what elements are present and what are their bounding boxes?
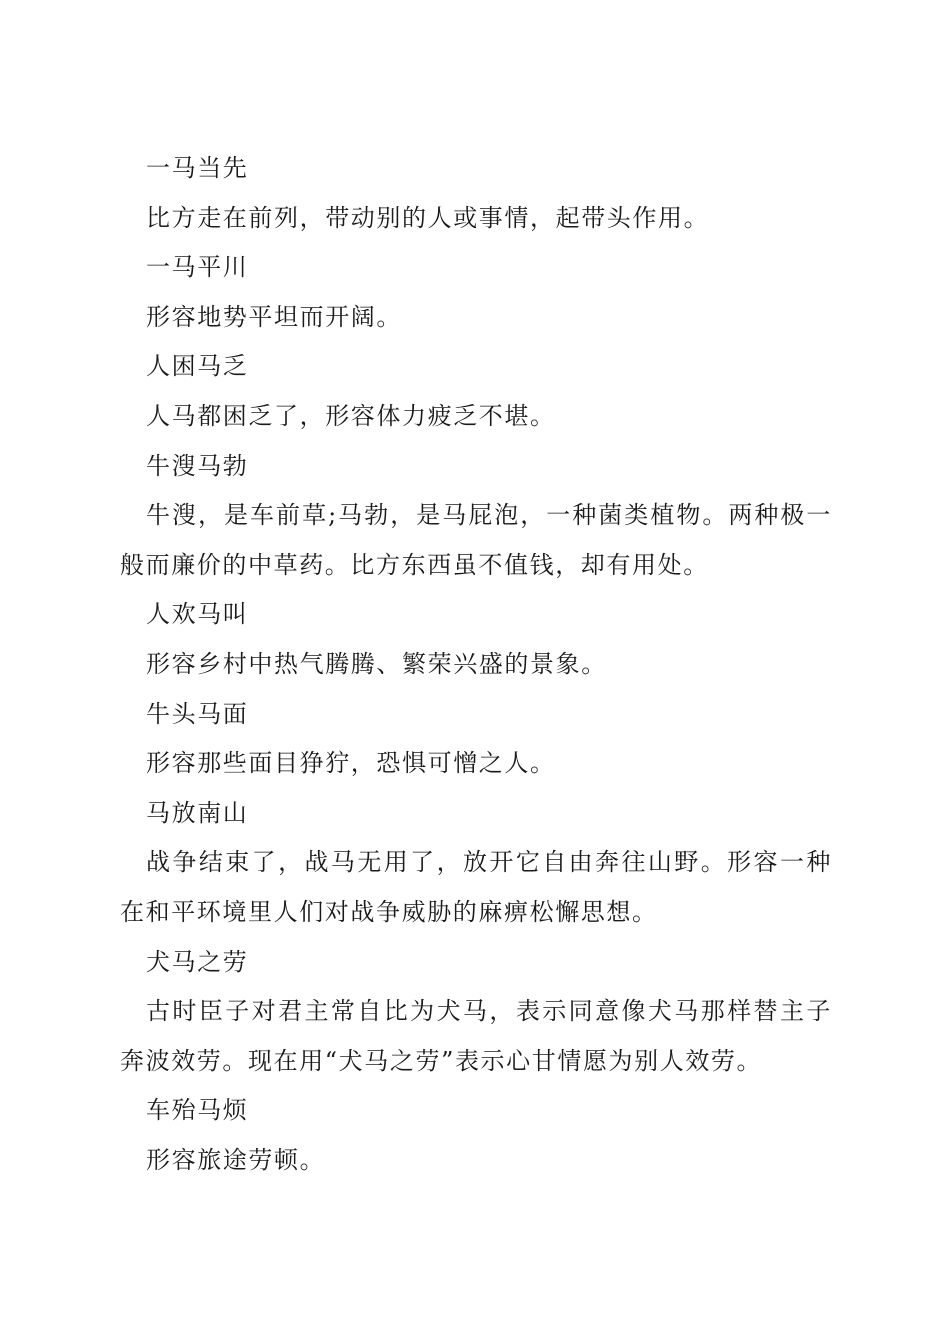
- entry-definition: 形容乡村中热气腾腾、繁荣兴盛的景象。: [146, 649, 607, 678]
- entry-term: 人欢马叫: [146, 600, 249, 629]
- entry-definition: 战争结束了，战马无用了，放开它自由奔往山野。形容一种在和平环境里人们对战争威胁的麻痹松懈思想。: [120, 848, 832, 926]
- entry-definition: 形容旅途劳顿。: [146, 1145, 326, 1174]
- entry-term: 一马当先: [146, 154, 249, 182]
- entry-term: 马放南山: [146, 798, 249, 827]
- entry-definition: 牛溲，是车前草;马勃，是马屁泡，一种菌类植物。两种极一般而廉价的中草药。比方东西虽不值钱，却有用处。: [120, 501, 832, 579]
- entry-term: 一马平川: [146, 253, 249, 282]
- entry-definition: 古时臣子对君主常自比为犬马，表示同意像犬马那样替主子奔波效劳。现在用“犬马之劳”表示心甘情愿为别人效劳。: [120, 997, 832, 1075]
- entry-definition: 形容那些面目狰狞，恐惧可憎之人。: [146, 749, 556, 778]
- entry-term: 牛溲马勃: [146, 451, 249, 480]
- entry-term: 车殆马烦: [146, 1096, 249, 1125]
- entry-term: 牛头马面: [146, 699, 249, 728]
- entry-definition: 形容地势平坦而开阔。: [146, 302, 402, 331]
- entry-term: 人困马乏: [146, 352, 249, 381]
- document-body: [120, 144, 832, 1185]
- entry-definition: 比方走在前列，带动别的人或事情，起带头作用。: [146, 203, 710, 232]
- entry-definition: 人马都困乏了，形容体力疲乏不堪。: [146, 401, 556, 430]
- entry-term: 犬马之劳: [146, 947, 249, 976]
